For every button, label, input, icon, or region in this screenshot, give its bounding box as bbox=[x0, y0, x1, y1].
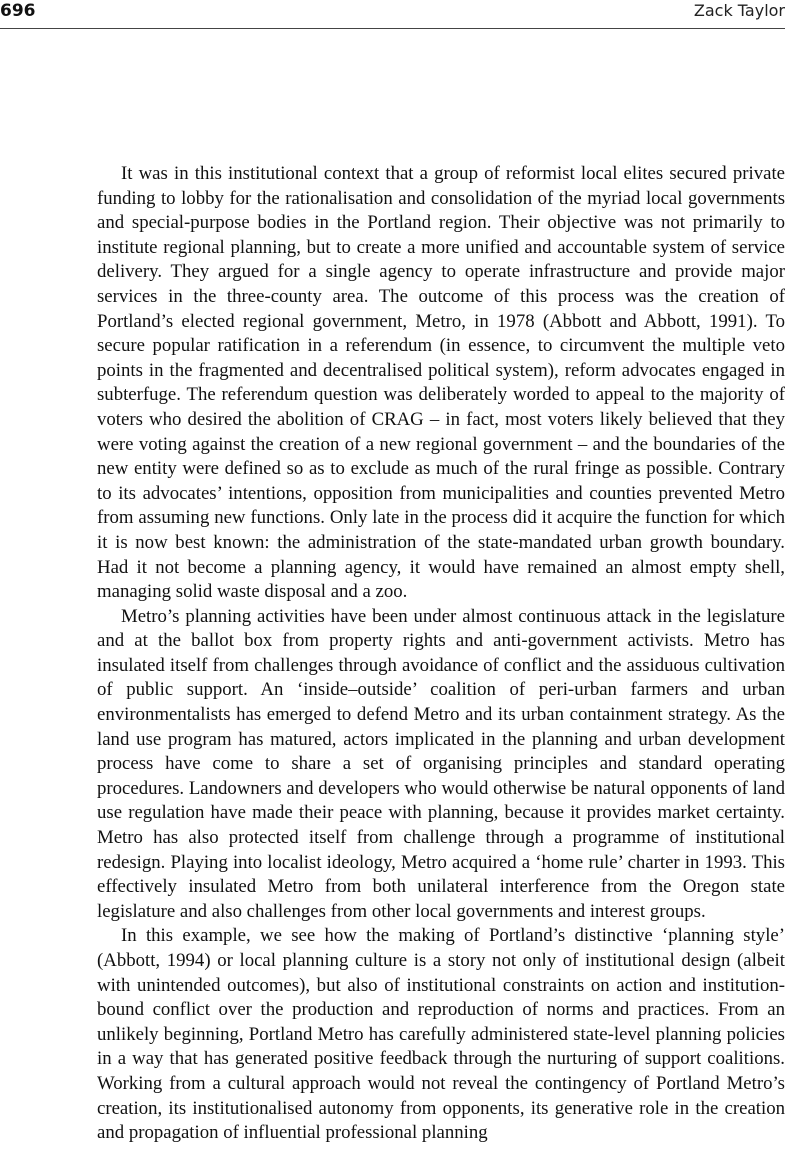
paragraph-institutional-context: It was in this institutional context that a group of reformist local elites secured private funding to lobby for the rationalisation and consolidation of the myriad local governments and special-purpose bodies in the Portland region. Their objective was not primarily to institute regional planning, but to create a more unified and accountable system of service delivery. They argued for a single agency to operate infrastructure and provide major services in the three-county area. The outcome of this process was the creation of Portland’s elected regional government, Metro, in 1978 (Abbott and Abbott, 1991). To secure popular ratification in a referendum (in essence, to circumvent the multiple veto points in the fragmented and decentralised political system), reform advocates engaged in subterfuge. The referendum question was deliberately worded to appeal to the majority of voters who desired the abolition of CRAG – in fact, most voters likely believed that they were voting against the creation of a new regional government – and the boundaries of the new entity were defined so as to exclude as much of the rural fringe as possible. Contrary to its advocates’ intentions, opposition from municipalities and counties prevented Metro from assuming new functions. Only late in the process did it acquire the function for which it is now best known: the administration of the state-mandated urban growth boundary. Had it not become a planning agency, it would have remained an almost empty shell, managing solid waste disposal and a zoo. bbox=[97, 163, 785, 603]
paragraph-portland-planning-style: In this example, we see how the making of Portland’s distinctive ‘planning style’ (Abbott, 1994) or local planning culture is a story not only of institutional design (albeit with unintended outcomes), but also of institutional constraints on action and institution-bound conflict over the production and reproduction of norms and practices. From an unlikely beginning, Portland Metro has carefully administered state-level planning policies in a way that has generated positive feedback through the nurturing of support coalitions. Working from a cultural approach would not reveal the contingency of Portland Metro’s creation, its institutionalised autonomy from opponents, its generative role in the creation and propagation of influential professional planning bbox=[97, 925, 785, 1144]
running-title-author: Zack Taylor bbox=[693, 1, 785, 20]
paragraph-metro-planning-activities: Metro’s planning activities have been under almost continuous attack in the legislature and at the ballot box from property rights and anti-government activists. Metro has insulated itself from challenges through avoidance of conflict and the assiduous cultivation of public support. An ‘inside–outside’ coalition of peri-urban farmers and urban environmentalists has emerged to defend Metro and its urban containment strategy. As the land use program has matured, actors implicated in the planning and urban development process have come to share a set of organising principles and standard operating procedures. Landowners and developers who would otherwise be natural opponents of land use regulation have made their peace with planning, because it provides market certainty. Metro has also protected itself from challenge through a programme of institutional redesign. Playing into localist ideology, Metro acquired a ‘home rule’ charter in 1993. This effectively insulated Metro from both unilateral interference from the Oregon state legislature and also challenges from other local governments and interest groups. bbox=[97, 605, 785, 922]
page-number: 696 bbox=[0, 1, 36, 21]
running-head bbox=[0, 0, 785, 29]
body-text bbox=[97, 162, 785, 1146]
